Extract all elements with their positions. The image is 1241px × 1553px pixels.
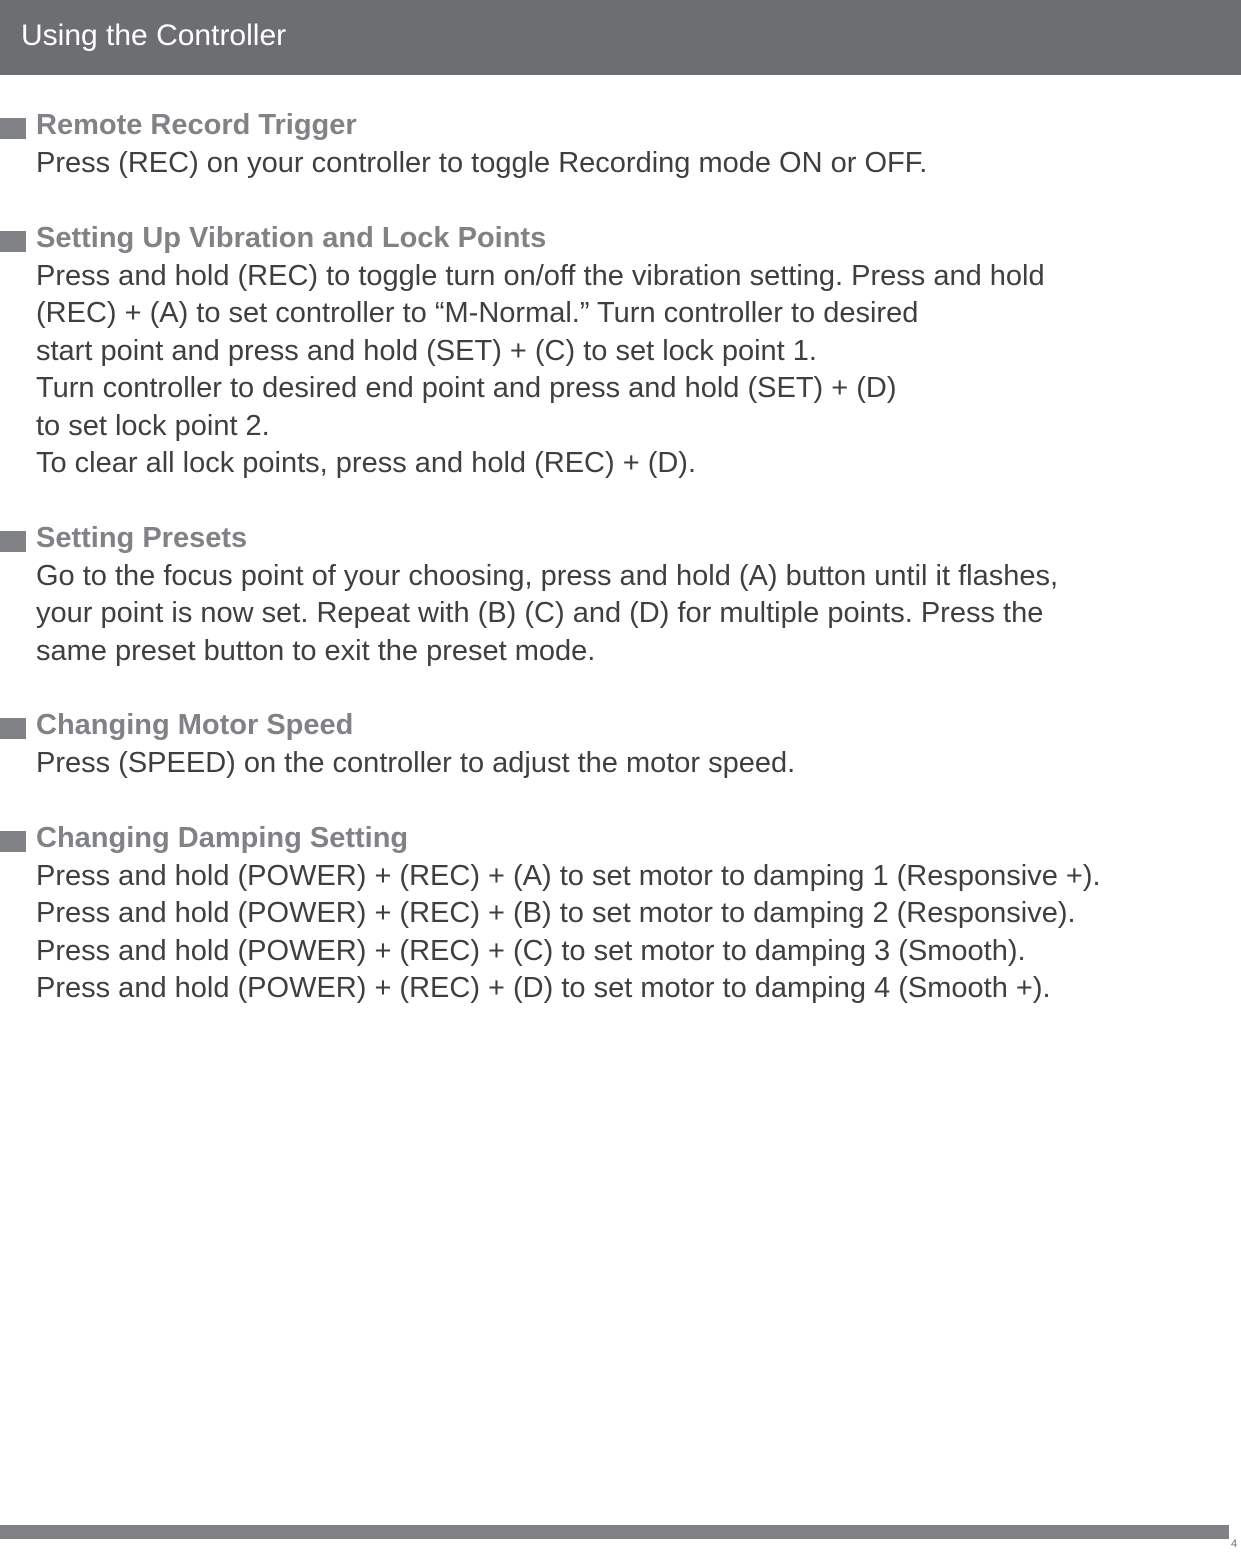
footer-bar [0,1525,1229,1539]
header-bar [0,0,1241,75]
section-text-line: start point and press and hold (SET) + (C) to set lock point 1. [36,334,817,367]
section-text-line: your point is now set. Repeat with (B) (C) and (D) for multiple points. Press the [36,597,1044,629]
sections-container [0,106,1241,1044]
section-text-line: Press and hold (POWER) + (REC) + (C) to set motor to damping 3 (Smooth). [36,934,1026,967]
section-title: Setting Presets [36,521,248,554]
section-title: Changing Motor Speed [36,709,354,741]
page-title: Using the Controller [21,19,287,52]
section-bullet [0,831,26,852]
section-text-line: (REC) + (A) to set controller to “M-Normal.” Turn controller to desired [36,297,919,329]
section-text-line: Press (REC) on your controller to toggle Recording mode ON or OFF. [36,147,928,179]
section-setting-presets [0,519,1241,671]
section-motor-speed [0,706,1241,783]
section-damping-setting [0,819,1241,1008]
section-title: Setting Up Vibration and Lock Points [36,221,547,254]
section-text-line: Press (SPEED) on the controller to adjust the motor speed. [36,747,796,779]
section-text-line: Press and hold (POWER) + (REC) + (B) to set motor to damping 2 (Responsive). [36,897,1076,929]
section-title: Changing Damping Setting [36,821,409,854]
section-text-line: To clear all lock points, press and hold (REC) + (D). [36,447,697,479]
section-bullet [0,231,26,252]
page-number: 4 [1231,1538,1238,1550]
section-bullet [0,718,26,739]
section-text-line: Press and hold (POWER) + (REC) + (D) to set motor to damping 4 (Smooth +). [36,972,1051,1004]
section-text-line: same preset button to exit the preset mode. [36,634,596,667]
section-text-line: Press and hold (REC) to toggle turn on/off the vibration setting. Press and hold [36,259,1045,292]
section-vibration-lock-points [0,219,1241,483]
section-text-line: Press and hold (POWER) + (REC) + (A) to set motor to damping 1 (Responsive +). [36,859,1101,892]
section-text-line: Go to the focus point of your choosing, press and hold (A) button until it flashes, [36,559,1059,592]
section-bullet [0,531,26,552]
section-title: Remote Record Trigger [36,109,357,141]
section-text-line: to set lock point 2. [36,409,270,442]
section-bullet [0,118,26,139]
section-remote-record-trigger [0,106,1241,183]
section-text-line: Turn controller to desired end point and press and hold (SET) + (D) [36,372,897,404]
